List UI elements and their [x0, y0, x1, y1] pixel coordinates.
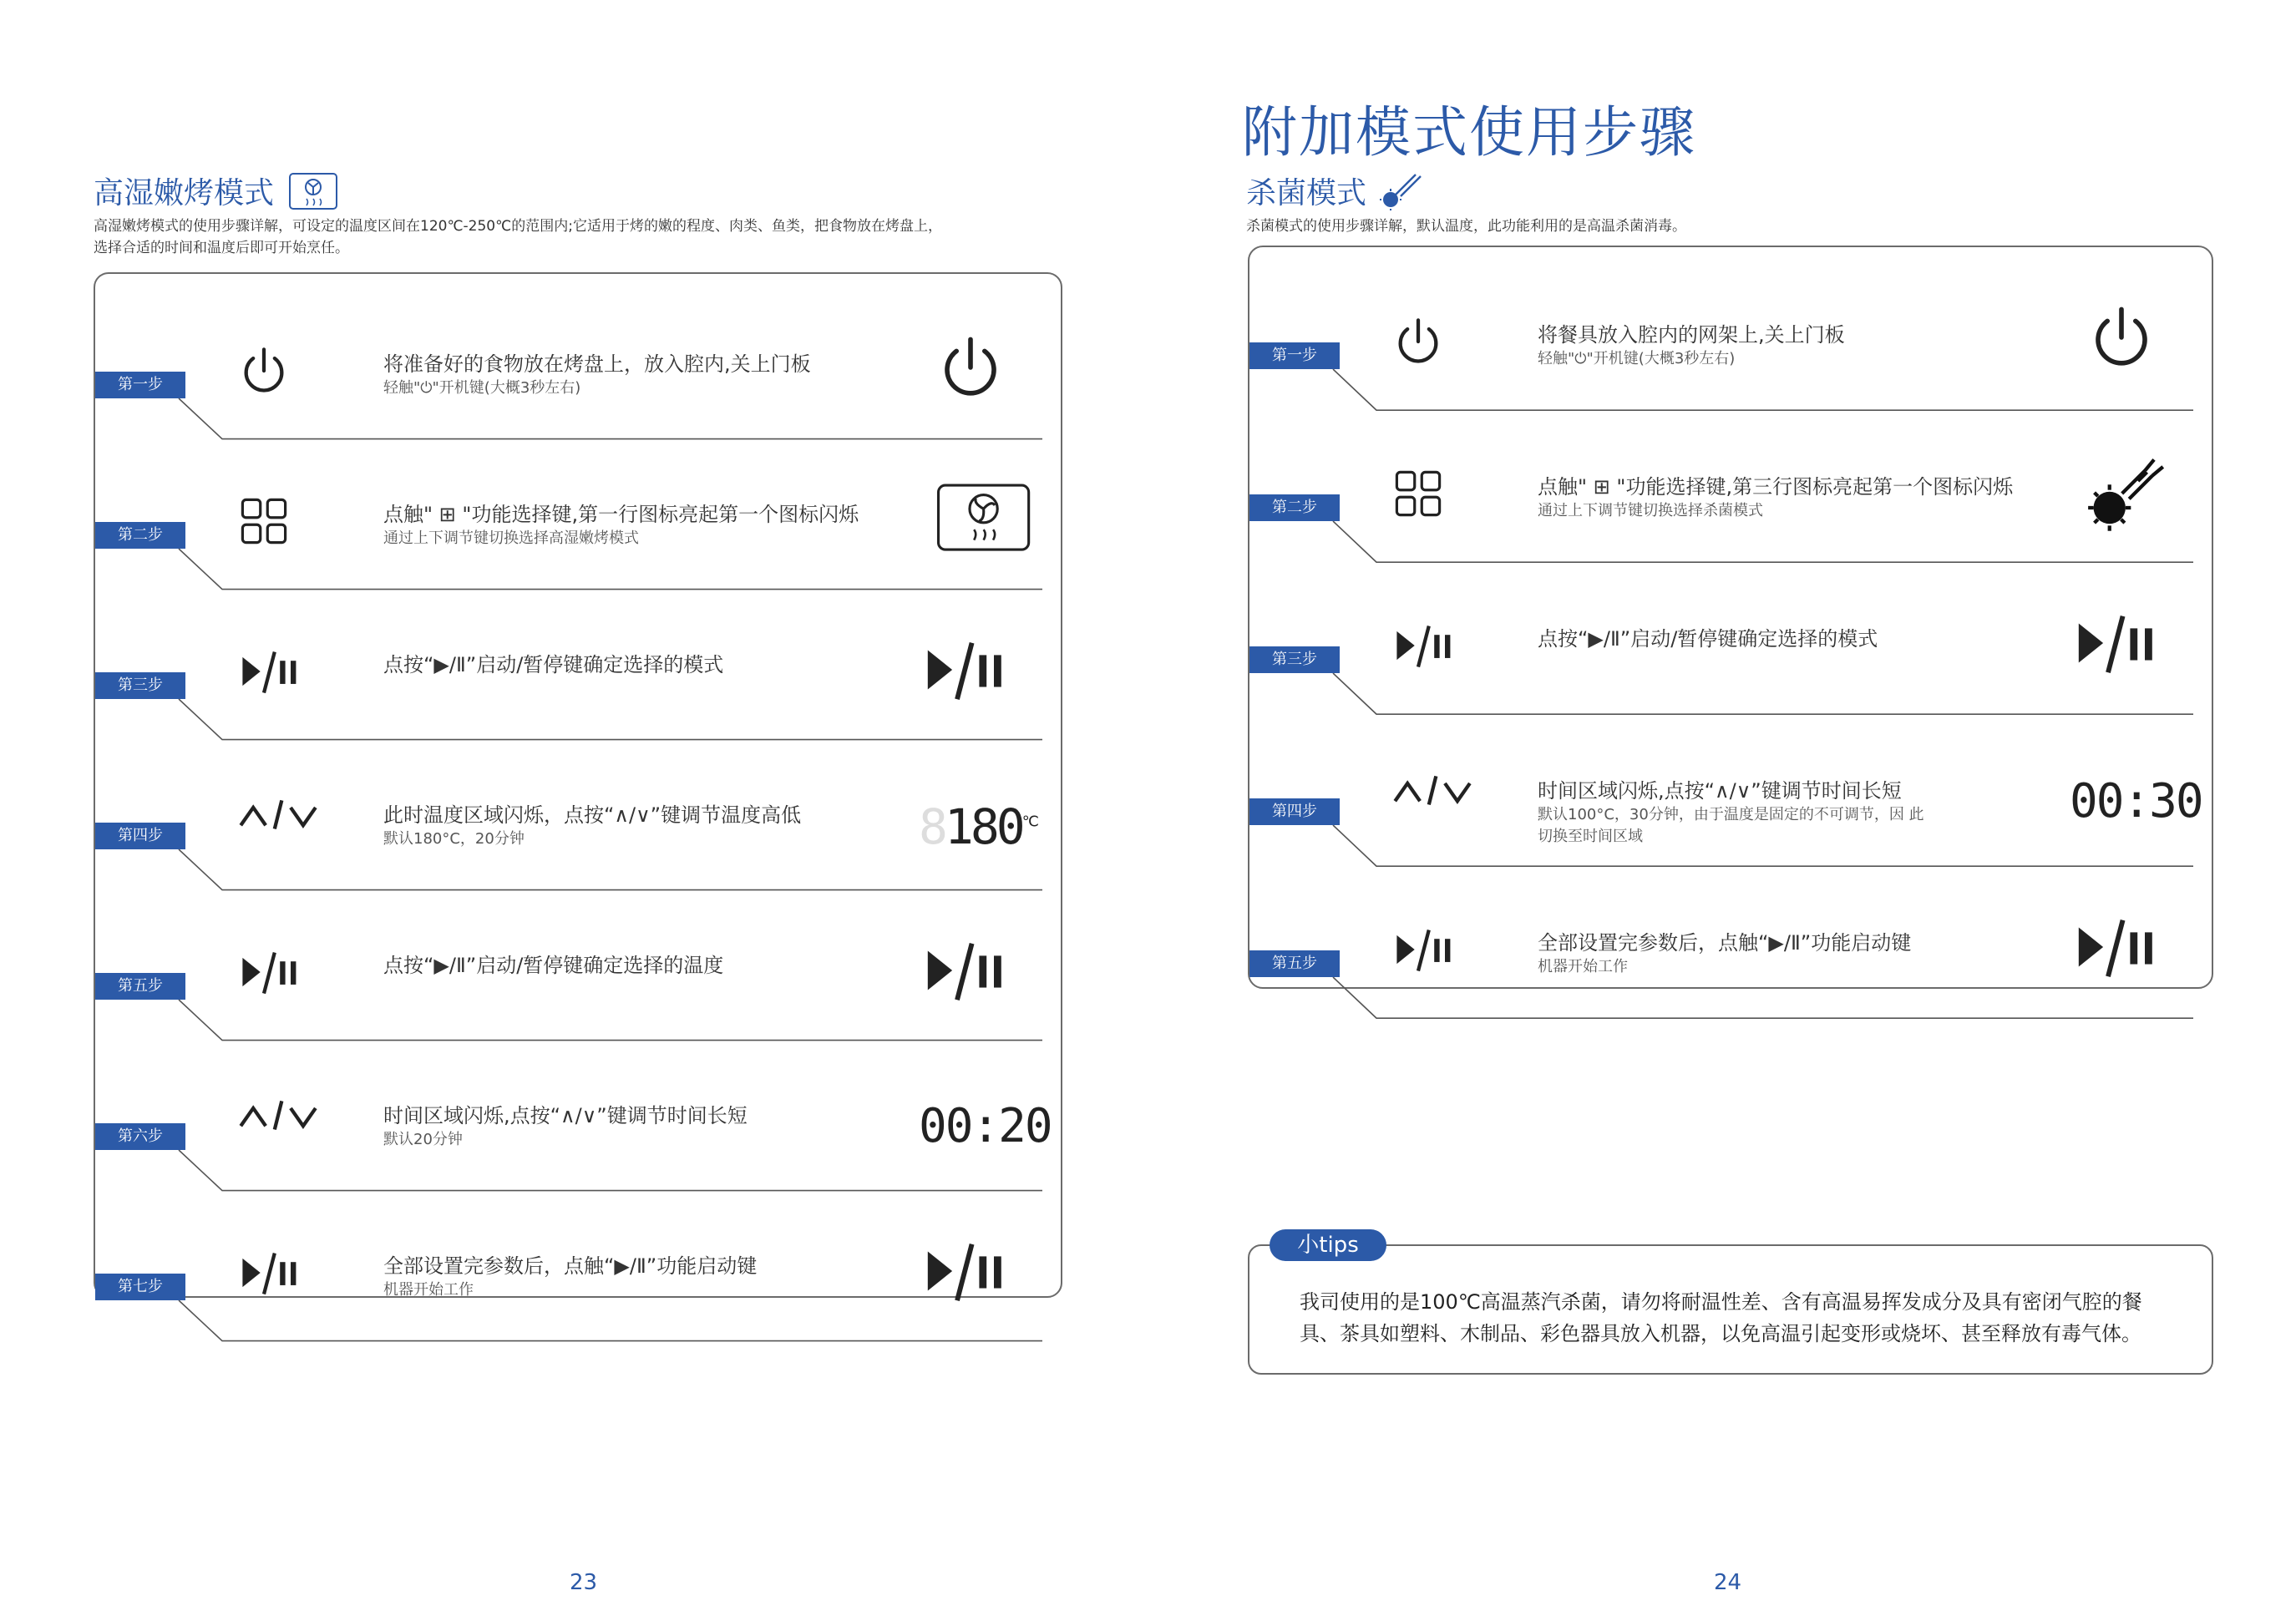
- step-tab: 第三步: [1249, 646, 1340, 673]
- step-tab: 第二步: [1249, 494, 1340, 521]
- step-row: [1249, 880, 2212, 1032]
- page-main-title: 附加模式使用步骤: [1242, 100, 1696, 165]
- step-main-text: 时间区域闪烁,点按“∧/∨”键调节时间长短: [1538, 778, 1902, 803]
- display-temp-unit: ℃: [1021, 813, 1039, 831]
- right-section-title: [1246, 170, 1422, 219]
- grid-icon: [237, 494, 291, 551]
- step-tab: 第四步: [1249, 798, 1340, 825]
- display-0030: [2070, 774, 2202, 828]
- step-row: [95, 1054, 1061, 1204]
- play-pause-icon: [920, 934, 1012, 1011]
- right-steps-panel: [1248, 246, 2213, 989]
- step-divider: [1249, 521, 2212, 582]
- step-tab: 第四步: [95, 823, 185, 849]
- play-pause-icon: [1391, 923, 1458, 980]
- step-divider: [1249, 673, 2212, 734]
- left-intro-line-1: 高湿嫩烤模式的使用步骤详解，可设定的温度区间在120℃-250℃的范围内;它适用于烤的嫩的程度、肉类、鱼类，把食物放在烤盘上，: [94, 218, 942, 235]
- step-divider: [95, 398, 1061, 458]
- step-row: [95, 1204, 1061, 1355]
- tips-box: [1248, 1244, 2213, 1375]
- step-main-text: 点按“▶/Ⅱ”启动/暂停键确定选择的温度: [383, 954, 724, 977]
- step-sub-text: 轻触"⏻"开机键(大概3秒左右): [1538, 349, 1736, 367]
- step-main-text: 将餐具放入腔内的网架上,关上门板: [1538, 322, 1845, 347]
- play-pause-icon: [920, 633, 1012, 710]
- sterilize-icon: [2086, 454, 2167, 538]
- step-divider: [95, 849, 1061, 909]
- sterilize-icon: [1379, 171, 1422, 219]
- left-section-title-text: 高湿嫩烤模式: [94, 176, 275, 210]
- step-sub-text: 默认180°C，20分钟: [383, 830, 525, 848]
- play-pause-icon: [2071, 606, 2163, 683]
- step-main-text: 点按“▶/Ⅱ”启动/暂停键确定选择的模式: [383, 653, 724, 676]
- up-down-icon: [237, 795, 328, 836]
- tips-text: 我司使用的是100℃高温蒸汽杀菌，请勿将耐温性差、含有高温易挥发成分及具有密闭气腔的餐具、茶具如塑料、木制品、彩色器具放入机器，以免高温引起变形或烧坏、甚至释放有毒气体。: [1300, 1290, 2142, 1345]
- up-down-icon: [1391, 771, 1483, 812]
- step-sub-text: 默认20分钟: [383, 1131, 463, 1148]
- play-pause-icon: [920, 1234, 1012, 1311]
- power-icon: [1391, 315, 1445, 372]
- step-main-text: 此时温度区域闪烁，点按“∧/∨”键调节温度高低: [383, 803, 802, 827]
- up-down-icon: [237, 1096, 328, 1137]
- step-row: [1249, 728, 2212, 880]
- play-pause-icon: [237, 1246, 304, 1303]
- step-divider: [95, 699, 1061, 759]
- step-sub-text: 机器开始工作: [1538, 957, 1628, 975]
- right-section-title-text: 杀菌模式: [1246, 176, 1367, 210]
- grid-icon: [1391, 467, 1445, 524]
- page-number-right: 24: [1714, 1570, 1742, 1595]
- step-divider: [1249, 977, 2212, 1038]
- step-tab: 第一步: [1249, 342, 1340, 369]
- right-intro: 杀菌模式的使用步骤详解，默认温度，此功能利用的是高温杀菌消毒。: [1246, 218, 1686, 235]
- display-0020: [919, 1099, 1052, 1153]
- tips-label: 小tips: [1270, 1229, 1386, 1261]
- step-row: [95, 904, 1061, 1054]
- step-sub-text: 通过上下调节键切换选择杀菌模式: [1538, 501, 1763, 519]
- step-divider: [95, 1150, 1061, 1210]
- step-row: [95, 603, 1061, 753]
- step-row: [1249, 272, 2212, 424]
- play-pause-icon: [2071, 910, 2163, 987]
- power-icon: [935, 332, 1006, 406]
- step-tab: 第五步: [1249, 950, 1340, 977]
- step-sub-text: 默认100°C，30分钟，由于温度是固定的不可调节，因 此切换至时间区域: [1538, 805, 1924, 845]
- step-divider: [95, 1000, 1061, 1060]
- step-divider: [95, 1300, 1061, 1360]
- step-main-text: 将准备好的食物放在烤盘上，放入腔内,关上门板: [383, 352, 811, 376]
- play-pause-icon: [237, 945, 304, 1002]
- step-row: [1249, 576, 2212, 728]
- play-pause-icon: [237, 645, 304, 702]
- page-number-left: 23: [570, 1570, 598, 1595]
- step-row: [95, 453, 1061, 603]
- step-row: [95, 753, 1061, 904]
- step-main-text: 全部设置完参数后，点触“▶/Ⅱ”功能启动键: [1538, 930, 1912, 955]
- step-tab: 第二步: [95, 522, 185, 549]
- step-main-text: 点触" ⊞ "功能选择键,第三行图标亮起第一个图标闪烁: [1538, 474, 2014, 499]
- steam-fan-icon: [935, 483, 1031, 555]
- display-temp: 180: [944, 798, 1022, 855]
- step-tab: 第一步: [95, 372, 185, 398]
- display-time: 00:30: [2070, 773, 2202, 828]
- step-tab: 第七步: [95, 1274, 185, 1300]
- power-icon: [237, 344, 291, 401]
- step-tab: 第六步: [95, 1123, 185, 1150]
- left-intro: [94, 215, 1062, 259]
- step-main-text: 时间区域闪烁,点按“∧/∨”键调节时间长短: [383, 1104, 748, 1127]
- step-sub-text: 轻触"⏻"开机键(大概3秒左右): [383, 379, 581, 397]
- left-steps-panel: [94, 272, 1062, 1298]
- display-time: 00:20: [919, 1099, 1052, 1153]
- step-tab: 第三步: [95, 672, 185, 699]
- step-divider: [95, 549, 1061, 609]
- steam-fan-icon: [288, 172, 338, 218]
- step-main-text: 全部设置完参数后，点触“▶/Ⅱ”功能启动键: [383, 1254, 758, 1278]
- power-icon: [2086, 302, 2157, 376]
- step-tab: 第五步: [95, 973, 185, 1000]
- left-section-title: [94, 170, 338, 218]
- display-180: 8180℃: [919, 798, 1039, 855]
- step-main-text: 点触" ⊞ "功能选择键,第一行图标亮起第一个图标闪烁: [383, 503, 859, 526]
- left-intro-line-2: 选择合适的时间和温度后即可开始烹任。: [94, 240, 349, 256]
- step-sub-text: 机器开始工作: [383, 1281, 474, 1299]
- play-pause-icon: [1391, 619, 1458, 676]
- step-divider: [1249, 369, 2212, 430]
- step-sub-text: 通过上下调节键切换选择高湿嫩烤模式: [383, 529, 639, 547]
- step-row: [95, 302, 1061, 453]
- step-row: [1249, 424, 2212, 576]
- step-main-text: 点按“▶/Ⅱ”启动/暂停键确定选择的模式: [1538, 626, 1878, 651]
